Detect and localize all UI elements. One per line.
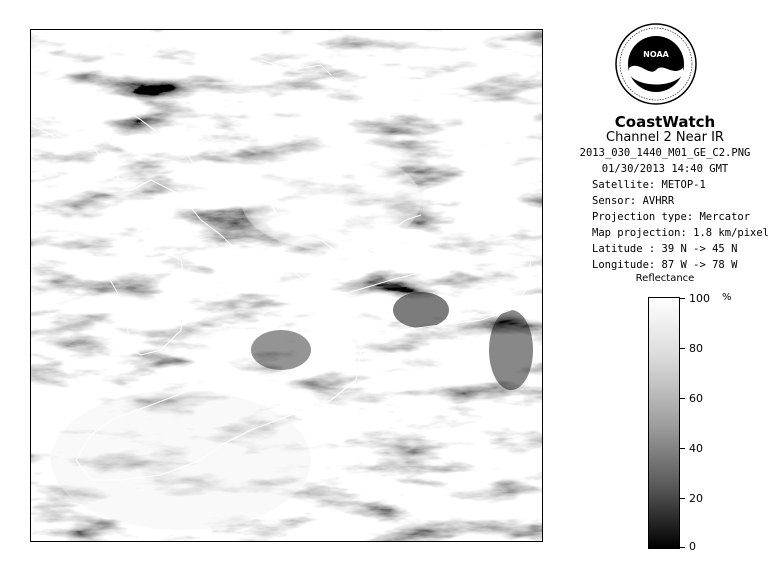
scale-tick-label: 80	[689, 342, 703, 355]
scale-tick-label: 0	[689, 540, 696, 553]
satellite-image	[30, 29, 543, 542]
channel-name: Channel 2 Near IR	[606, 130, 724, 145]
scale-tick	[680, 298, 685, 299]
projection-type: Projection type: Mercator	[592, 211, 751, 223]
satellite-info: Satellite: METOP-1	[592, 179, 706, 191]
scale-tick-label: 40	[689, 442, 703, 455]
latitude-range: Latitude : 39 N -> 45 N	[592, 243, 738, 255]
datetime: 01/30/2013 14:40 GMT	[601, 163, 729, 175]
scale-label: Reflectance	[635, 273, 695, 284]
logo-text: NOAA	[643, 50, 669, 59]
scale-tick	[680, 498, 685, 499]
scale-tick	[680, 398, 685, 399]
scale-tick-label: 100	[689, 292, 710, 305]
map-projection: Map projection: 1.8 km/pixel	[592, 227, 770, 239]
scale-tick	[680, 348, 685, 349]
noaa-logo-icon	[614, 22, 698, 106]
sensor-info: Sensor: AVHRR	[592, 195, 675, 207]
longitude-range: Longitude: 87 W -> 78 W	[592, 259, 738, 271]
scale-unit: %	[722, 292, 732, 303]
reflectance-colorbar	[648, 297, 680, 549]
filename: 2013_030_1440_M01_GE_C2.PNG	[579, 147, 751, 159]
scale-tick-label: 60	[689, 392, 703, 405]
scale-tick	[680, 547, 685, 548]
brand-title: CoastWatch	[614, 113, 716, 131]
scale-tick	[680, 448, 685, 449]
scale-tick-label: 20	[689, 492, 703, 505]
